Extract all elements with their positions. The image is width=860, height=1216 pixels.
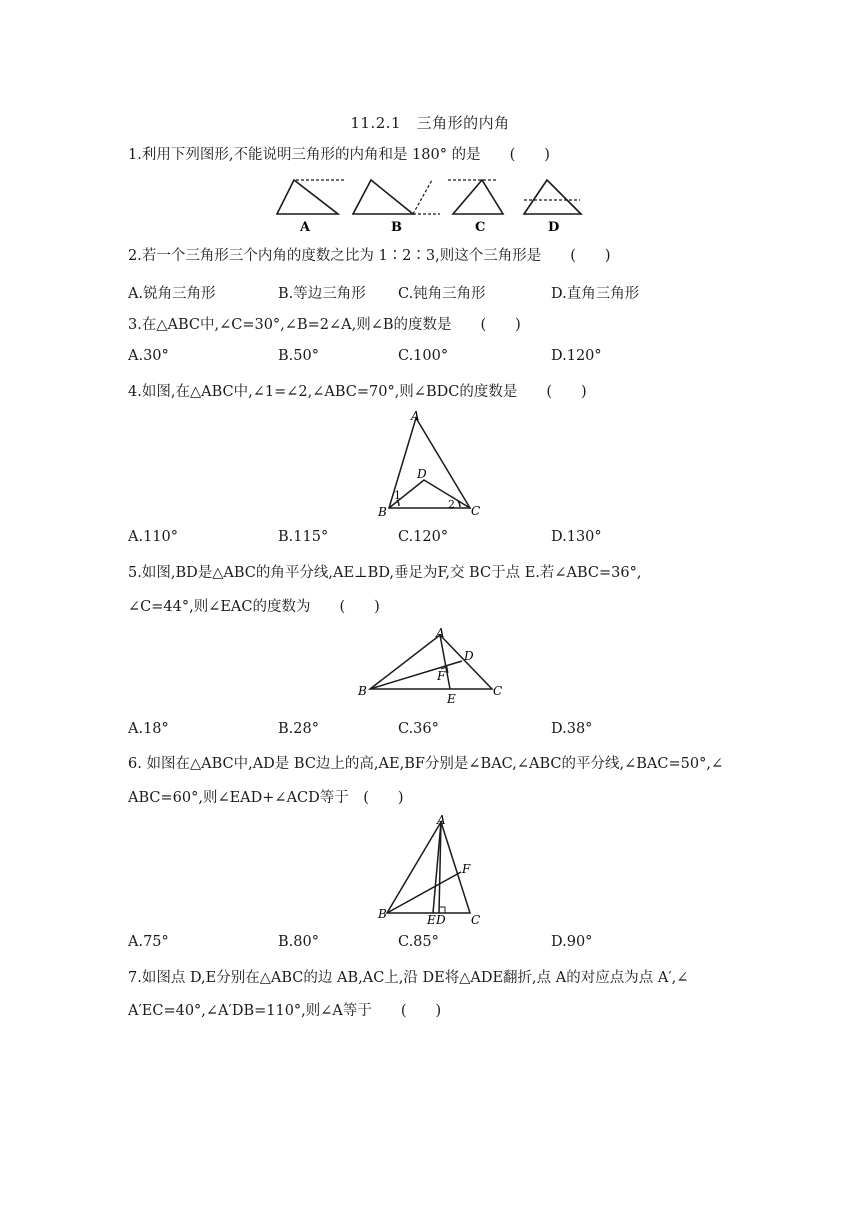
question-2-option-b: B.等边三角形	[278, 286, 366, 302]
fig6-label-c: C	[471, 913, 481, 927]
question-5-stem-line2: ∠C=44°,则∠EAC的度数为 ( )	[128, 599, 380, 615]
fig5-label-a: A	[436, 626, 445, 640]
fig6-label-f: F	[462, 862, 471, 876]
fig1-label-a: A	[300, 220, 311, 235]
question-6-option-c: C.85°	[398, 934, 439, 950]
fig4-label-b: B	[378, 505, 387, 519]
fig1-label-d: D	[548, 220, 560, 235]
question-5-option-d: D.38°	[551, 721, 593, 737]
question-4-option-a: A.110°	[128, 529, 179, 545]
page-title: 11.2.1 三角形的内角	[350, 114, 510, 132]
fig1-label-c: C	[475, 220, 486, 235]
question-3-option-b: B.50°	[278, 348, 319, 364]
question-1-stem: 1.利用下列图形,不能说明三角形的内角和是 180° 的是 ( )	[128, 147, 550, 163]
fig4-label-1: 1	[394, 489, 401, 502]
question-5-option-b: B.28°	[278, 721, 319, 737]
fig5-label-d: D	[464, 649, 474, 663]
fig1-label-b: B	[391, 220, 402, 235]
question-5-option-a: A.18°	[128, 721, 169, 737]
question-5-stem-line1: 5.如图,BD是△ABC的角平分线,AE⊥BD,垂足为F,交 BC于点 E.若∠ABC=36°,	[128, 565, 642, 581]
fig5-label-f: F	[437, 669, 446, 683]
fig5-label-b: B	[358, 684, 367, 698]
question-3-option-c: C.100°	[398, 348, 449, 364]
fig5-label-e: E	[447, 692, 456, 706]
question-7-stem-line1: 7.如图点 D,E分别在△ABC的边 AB,AC上,沿 DE将△ADE翻折,点 A的对应点为点 A′,∠	[128, 970, 689, 986]
fig4-label-2: 2	[448, 498, 455, 511]
question-1-figures	[270, 172, 590, 238]
question-4-figure	[370, 410, 490, 522]
question-4-option-b: B.115°	[278, 529, 329, 545]
question-3-option-d: D.120°	[551, 348, 602, 364]
fig6-label-b: B	[378, 907, 387, 921]
question-6-option-a: A.75°	[128, 934, 169, 950]
question-2-option-d: D.直角三角形	[551, 286, 640, 302]
question-6-stem-line1: 6. 如图在△ABC中,AD是 BC边上的高,AE,BF分别是∠BAC,∠ABC的平分线,∠BAC=50°,∠	[128, 756, 724, 772]
question-5-figure	[355, 625, 510, 710]
question-3-option-a: A.30°	[128, 348, 169, 364]
question-7-stem-line2: A′EC=40°,∠A′DB=110°,则∠A等于 ( )	[128, 1003, 442, 1019]
question-2-option-c: C.钝角三角形	[398, 286, 486, 302]
fig4-label-a: A	[411, 410, 420, 423]
question-5-option-c: C.36°	[398, 721, 439, 737]
fig4-label-d: D	[417, 467, 427, 481]
fig4-label-c: C	[471, 504, 481, 518]
question-2-stem: 2.若一个三角形三个内角的度数之比为 1∶2∶3,则这个三角形是 ( )	[128, 248, 611, 264]
question-6-option-b: B.80°	[278, 934, 319, 950]
question-2-option-a: A.锐角三角形	[128, 286, 216, 302]
question-6-stem-line2: ABC=60°,则∠EAD+∠ACD等于 ( )	[128, 790, 404, 806]
fig6-label-e: E	[427, 913, 436, 927]
question-4-stem: 4.如图,在△ABC中,∠1=∠2,∠ABC=70°,则∠BDC的度数是 ( )	[128, 384, 587, 400]
question-4-option-d: D.130°	[551, 529, 602, 545]
fig6-label-d: D	[436, 913, 446, 927]
question-3-stem: 3.在△ABC中,∠C=30°,∠B=2∠A,则∠B的度数是 ( )	[128, 317, 521, 333]
fig6-label-a: A	[437, 813, 446, 827]
question-6-figure	[375, 810, 490, 930]
question-4-option-c: C.120°	[398, 529, 449, 545]
fig5-label-c: C	[493, 684, 503, 698]
question-6-option-d: D.90°	[551, 934, 593, 950]
